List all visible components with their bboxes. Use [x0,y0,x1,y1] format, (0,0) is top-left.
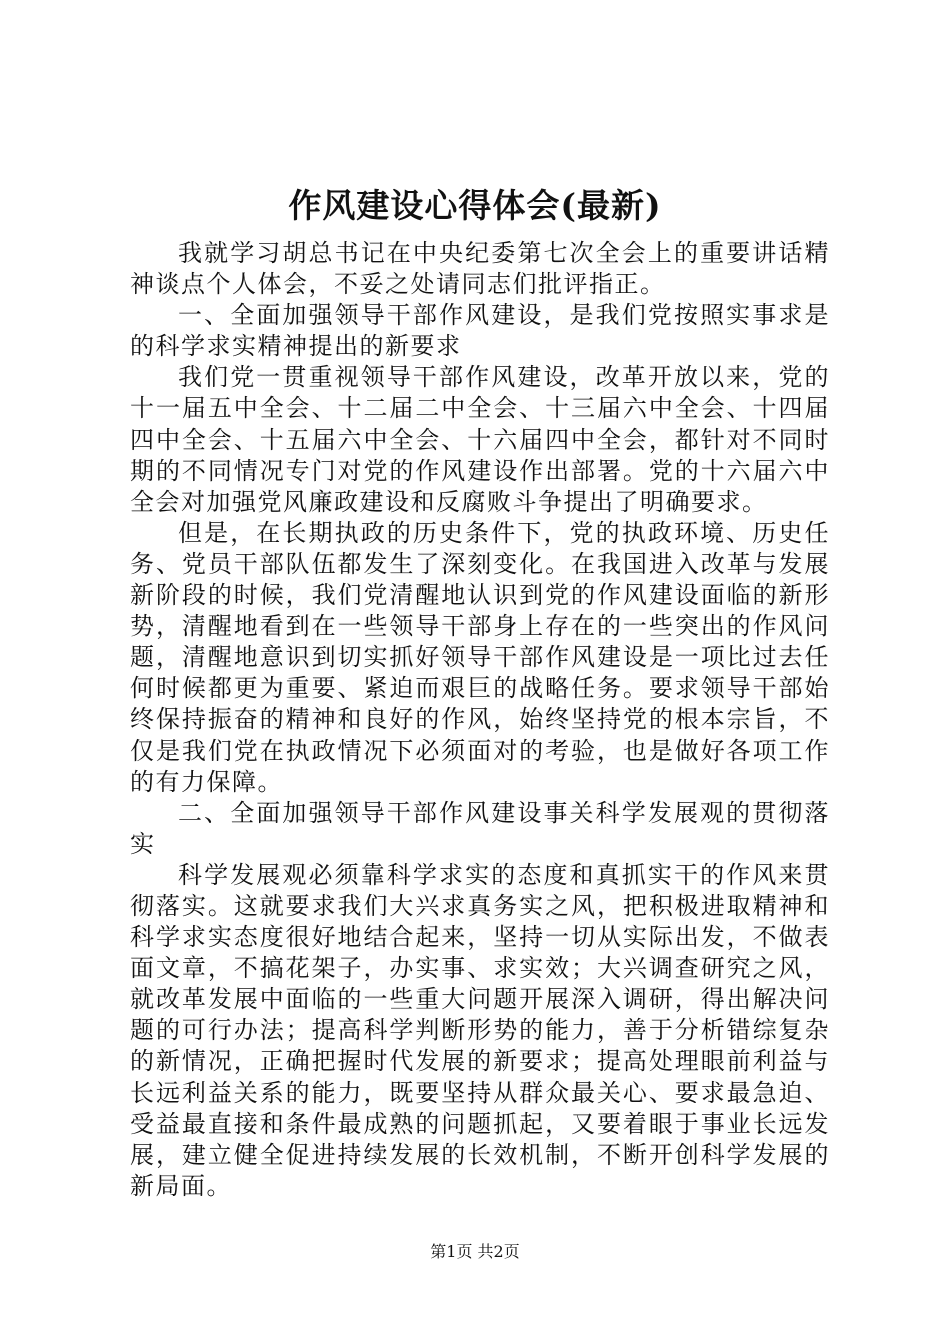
document-title: 作风建设心得体会(最新) [288,186,662,225]
paragraph-history: 我们党一贯重视领导干部作风建设，改革开放以来，党的十一届五中全会、十二届二中全会、十三届六中全会、十四届四中全会、十五届六中全会、十六届四中全会，都针对不同时期的不同情况专门对党的作风建设作出部署。党的十六届六中全会对加强党风廉政建设和反腐败斗争提出了明确要求。 [130,363,830,516]
page-footer: 第1页 共2页 [430,1242,520,1261]
paragraph-intro: 我就学习胡总书记在中央纪委第七次全会上的重要讲话精神谈点个人体会，不妥之处请同志们批评指正。 [130,239,830,299]
document-body [130,238,830,1202]
section-heading-1: 一、全面加强领导干部作风建设，是我们党按照实事求是的科学求实精神提出的新要求 [130,301,830,361]
section-heading-2: 二、全面加强领导干部作风建设事关科学发展观的贯彻落实 [130,798,830,858]
paragraph-scientific-development: 科学发展观必须靠科学求实的态度和真抓实干的作风来贯彻落实。这就要求我们大兴求真务实之风，把积极进取精神和科学求实态度很好地结合起来，坚持一切从实际出发，不做表面文章，不搞花架子，办实事、求实效；大兴调查研究之风，就改革发展中面临的一些重大问题开展深入调研，得出解决问题的可行办法；提高科学判断形势的能力，善于分析错综复杂的新情况，正确把握时代发展的新要求；提高处理眼前利益与长远利益关系的能力，既要坚持从群众最关心、要求最急迫、受益最直接和条件最成熟的问题抓起，又要着眼于事业长远发展，建立健全促进持续发展的长效机制，不断开创科学发展的新局面。 [130,860,830,1200]
paragraph-challenges: 但是，在长期执政的历史条件下，党的执政环境、历史任务、党员干部队伍都发生了深刻变化。在我国进入改革与发展新阶段的时候，我们党清醒地认识到党的作风建设面临的新形势，清醒地看到在一些领导干部身上存在的一些突出的作风问题，清醒地意识到切实抓好领导干部作风建设是一项比过去任何时候都更为重要、紧迫而艰巨的战略任务。要求领导干部始终保持振奋的精神和良好的作风，始终坚持党的根本宗旨，不仅是我们党在执政情况下必须面对的考验，也是做好各项工作的有力保障。 [130,518,830,796]
